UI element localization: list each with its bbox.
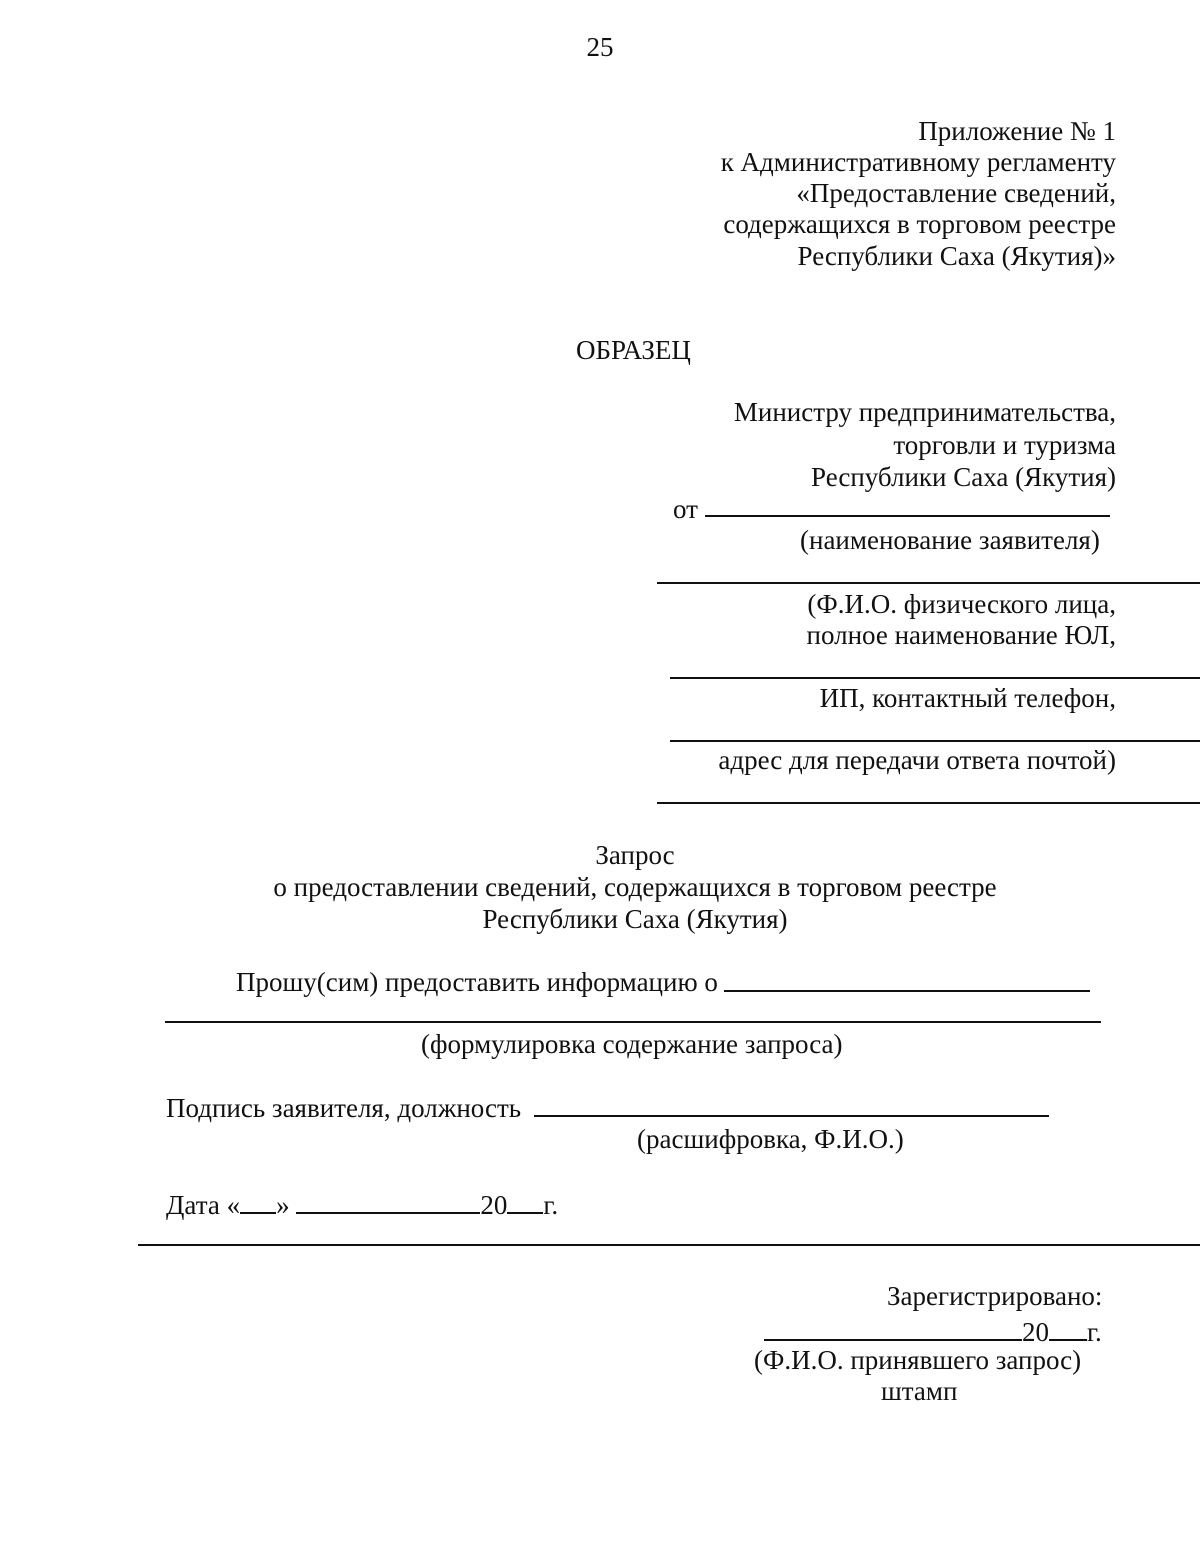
applicant-hint: (наименование заявителя) (800, 525, 1100, 555)
date-quote-close: » (276, 1190, 290, 1220)
appendix-line: к Административному регламенту (720, 147, 1116, 177)
registration-label: Зарегистрировано: (887, 1281, 1103, 1311)
signature-label: Подпись заявителя, должность (166, 1093, 522, 1123)
date-year-suffix: г. (543, 1190, 559, 1220)
date-year-prefix: 20 (480, 1190, 508, 1220)
request-text: Прошу(сим) предоставить информацию о (236, 967, 718, 997)
addressee-line: Министру предпринимательства, (733, 397, 1116, 427)
registration-year-suffix: г. (1087, 1317, 1102, 1347)
registration-date-line (764, 1315, 1022, 1341)
applicant-details-line (657, 802, 1200, 804)
addressee-line: торговли и туризма (893, 430, 1116, 460)
registration-date (764, 1315, 1102, 1346)
registration-year-prefix: 20 (1022, 1317, 1049, 1347)
separator-line (138, 1244, 1200, 1246)
date-field (166, 1188, 558, 1219)
applicant-details-line (670, 677, 1200, 679)
stamp-label: штамп (881, 1376, 958, 1406)
date-month-line (296, 1188, 480, 1214)
appendix-line: содержащихся в торговом реестре (723, 209, 1116, 239)
request-hint: (формулировка содержание запроса) (421, 1029, 843, 1059)
hint-line: (Ф.И.О. физического лица, (807, 589, 1116, 619)
appendix-line: «Предоставление сведений, (796, 178, 1116, 208)
hint-line: адрес для передачи ответа почтой) (718, 745, 1116, 775)
appendix-line: Приложение № 1 (918, 116, 1116, 146)
request-title-line: Запрос (595, 840, 675, 870)
date-day-line (240, 1188, 276, 1214)
hint-line: ИП, контактный телефон, (819, 683, 1116, 713)
request-title-line: Республики Саха (Якутия) (482, 904, 788, 934)
request-title-line: о предоставлении сведений, содержащихся в торговом реестре (273, 872, 997, 902)
sample-label: ОБРАЗЕЦ (576, 335, 691, 365)
page-number: 25 (586, 32, 614, 62)
request-content-line (165, 1021, 1101, 1023)
registration-year-line (1049, 1315, 1087, 1341)
appendix-line: Республики Саха (Якутия)» (797, 241, 1116, 271)
signature-hint: (расшифровка, Ф.И.О.) (637, 1124, 904, 1154)
from-label: от (673, 494, 698, 524)
signature-line (534, 1115, 1049, 1117)
applicant-name-line (705, 515, 1110, 517)
applicant-details-line (657, 582, 1200, 584)
applicant-details-line (670, 740, 1200, 742)
date-year-line (507, 1188, 543, 1214)
request-content-line (724, 990, 1090, 992)
registration-hint: (Ф.И.О. принявшего запрос) (754, 1345, 1082, 1375)
hint-line: полное наименование ЮЛ, (806, 620, 1116, 650)
addressee-line: Республики Саха (Якутия) (811, 462, 1116, 492)
date-label: Дата « (166, 1190, 241, 1220)
